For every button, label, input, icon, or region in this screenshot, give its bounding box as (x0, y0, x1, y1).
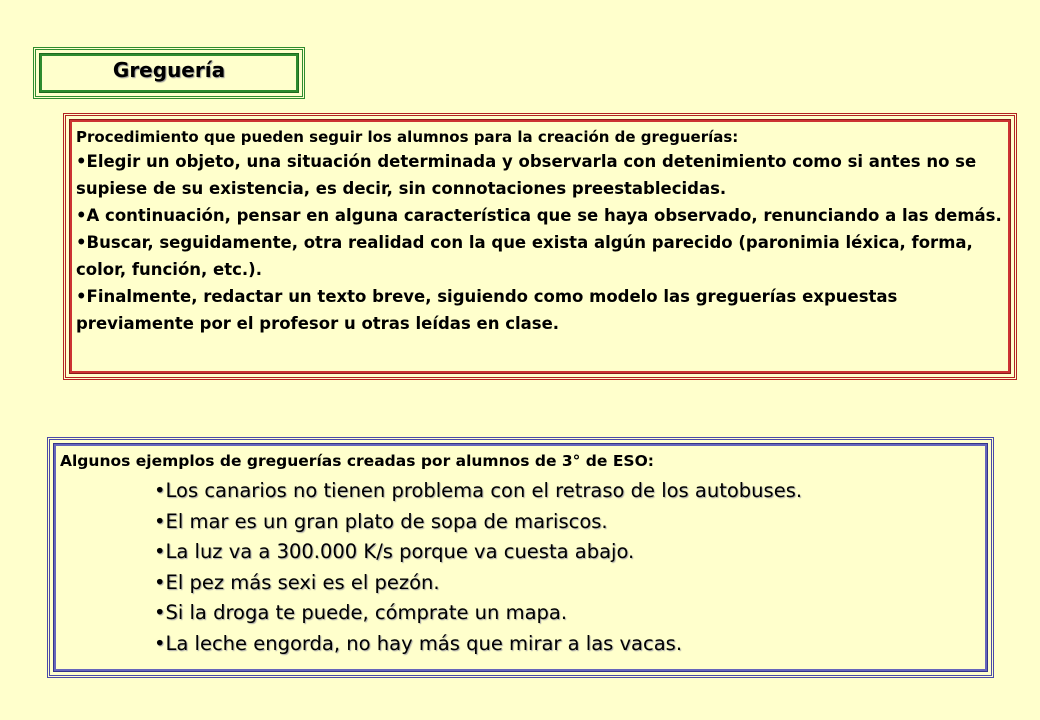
page-title: Greguería (112, 58, 226, 82)
examples-list (154, 476, 802, 659)
procedure-step-text: A continuación, pensar en alguna característica que se haya observado, renunciando a las demás. (86, 206, 1002, 225)
example-item (154, 507, 802, 538)
procedure-heading: Procedimiento que pueden seguir los alumnos para la creación de greguerías: (76, 128, 739, 146)
procedure-step-text: Finalmente, redactar un texto breve, siguiendo como modelo las greguerías expuestas previamente por el profesor u otras leídas en clase. (76, 287, 898, 333)
example-text: Los canarios no tienen problema con el retraso de los autobuses. (165, 479, 803, 502)
procedure-step (76, 202, 1004, 229)
bullet-icon: • (154, 509, 166, 533)
bullet-icon: • (76, 233, 87, 252)
example-text: La leche engorda, no hay más que mirar a las vacas. (165, 631, 683, 655)
example-text: Si la droga te puede, cómprate un mapa. (165, 601, 568, 624)
bullet-icon: • (76, 287, 87, 306)
example-item (154, 598, 802, 629)
example-text: La luz va a 300.000 K/s porque va cuesta abajo. (165, 540, 635, 563)
example-item (154, 476, 802, 507)
bullet-icon: • (154, 570, 166, 594)
example-item (154, 568, 802, 599)
title-box (33, 47, 305, 99)
procedure-content (76, 126, 1004, 337)
bullet-icon: • (154, 631, 166, 655)
examples-heading: Algunos ejemplos de greguerías creadas por alumnos de 3° de ESO: (60, 452, 654, 470)
bullet-icon: • (154, 479, 166, 502)
example-item (154, 629, 802, 660)
examples-box (47, 437, 994, 678)
bullet-icon: • (154, 601, 166, 624)
procedure-step-text: Elegir un objeto, una situación determinada y observarla con detenimiento como si antes no se supiese de su existencia, es decir, sin connotaciones preestablecidas. (76, 152, 977, 198)
procedure-step-text: Buscar, seguidamente, otra realidad con la que exista algún parecido (paronimia léxica, forma, color, función, etc.). (76, 233, 973, 279)
bullet-icon: • (154, 540, 166, 563)
procedure-step (76, 283, 1004, 337)
bullet-icon: • (76, 152, 87, 171)
procedure-box (63, 113, 1017, 380)
procedure-step (76, 148, 1004, 202)
example-text: El mar es un gran plato de sopa de mariscos. (165, 509, 608, 533)
procedure-step (76, 229, 1004, 283)
example-text: El pez más sexi es el pezón. (165, 570, 440, 594)
bullet-icon: • (76, 206, 87, 225)
example-item (154, 537, 802, 568)
